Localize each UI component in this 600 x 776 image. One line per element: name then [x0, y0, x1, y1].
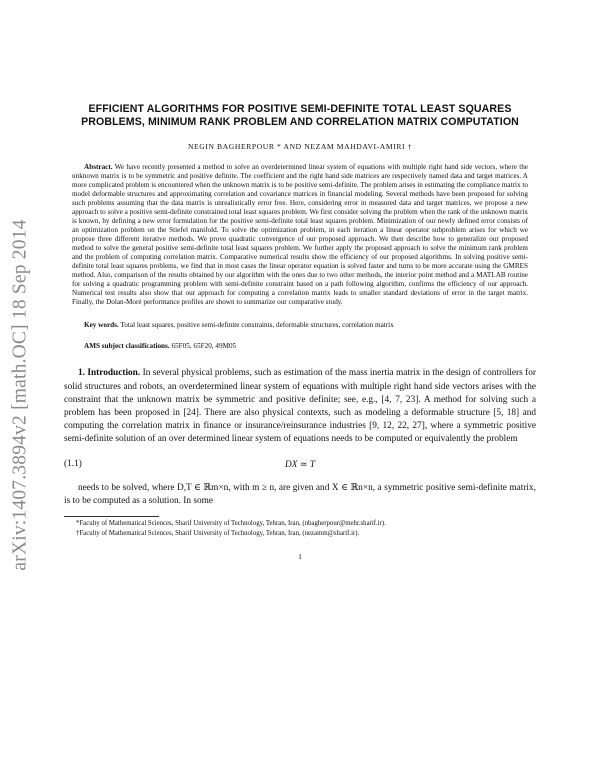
footnote-1: *Faculty of Mathematical Sciences, Sharif University of Technology, Tehran, Iran, (nbagherpour@mehr.sharif.ir).: [76, 519, 386, 527]
abstract-label: Abstract.: [84, 162, 113, 171]
paper-title: EFFICIENT ALGORITHMS FOR POSITIVE SEMI-DEFINITE TOTAL LEAST SQUARES PROBLEMS, MINIMUM RANK PROBLEM AND CORRELATION MATRIX COMPUTATION: [81, 103, 519, 129]
keywords-label: Key words.: [84, 321, 119, 330]
authors-line: NEGIN BAGHERPOUR * AND NEZAM MAHDAVI-AMIRI †: [187, 141, 413, 151]
arxiv-stamp: [6, 190, 36, 600]
post-equation-text: [64, 482, 536, 508]
abstract-text: We have recently presented a method to solve an overdetermined linear system of equations with multiple right hand side vectors, where the unknown matrix is to be symmetric and positive definite. The coefficient and the right hand side matrices are respectively named data and target matrices. A more complicated problem is encountered when the unknown matrix is to be positive semi-definite. The problem arises in estimating the compliance matrix to model deformable structures and approximating correlation and covariance matrices in financial modeling. Several methods have been proposed for solving such problems assuming that the data matrix is unrealistically error free. Here, considering error in measured data and target matrices, we propose a new approach to solve a positive semi-definite constrained total least squares problem. We first consider solving the problem when the rank of the unknown matrix is known, by defining a new error formulation for the positive semi-definite total least squares problem. Minimization of our newly defined error consists of an optimization problem on the Stiefel manifold. To solve the optimization problem, in each iteration a linear operator subproblem arises for which we propose three different iterative methods. We prove quadratic convergence of our proposed approach. We then describe how to generalize our proposed method to solve the general positive semi-definite total least squares problem. We further apply the proposed approach to solve the minimum rank problem and the problem of computing correlation matrix. Comparative numerical results show the efficiency of our proposed algorithms. In solving positive semi-definite total least squares problems, we find that in most cases the linear operator equation is solved faster and turns to be more accurate using the GMRES method. Also, comparison of the results obtained by our algorithm with the ones due to two other methods, the interior point method and a MATLAB routine for solving a quadratic programming problem with semi-definite constraint based on a path following algorithm, confirms the efficiency of our approach. Numerical test results also show that our approach for computing a correlation matrix leads to smaller standard deviations of error in the target matrix. Finally, the Dolan-Moré performance profiles are shown to summarize our comparative study.: [72, 162, 528, 307]
abstract: [72, 163, 528, 308]
keywords-text: Total least squares, positive semi-definite constraints, deformable structures, correlation matrix: [120, 321, 394, 330]
ams-label: AMS subject classifications.: [84, 342, 170, 351]
footnote-rule: [64, 516, 159, 517]
footnotes: [64, 520, 536, 538]
page-number: 1: [298, 552, 302, 562]
equation-1-1: [64, 459, 536, 473]
equation-body: DX ≃ T: [284, 459, 315, 470]
arxiv-stamp-text: arXiv:1407.3894v2 [math.OC] 18 Sep 2014: [10, 219, 31, 571]
ams-classifications: [72, 342, 528, 351]
paper-page: [64, 103, 536, 561]
introduction: [64, 367, 536, 446]
intro-text: In several physical problems, such as estimation of the mass inertia matrix in the design of controllers for solid structures and robots, an overdetermined linear system of equations with multiple right hand side vectors arises with the constraint that the unknown matrix be symmetric and positive definite; see, e.g., [4, 7, 23]. A method for solving such a problem has been proposed in [24]. There are also physical contexts, such as modeling a deformable structure [5, 18] and computing the correlation matrix in finance or insurance/reinsurance industries [9, 12, 22, 27], where a symmetric positive semi-definite solution of an over determined linear system of equations needs to be computed or equivalently the problem: [64, 368, 537, 445]
footnote-2: †Faculty of Mathematical Sciences, Sharif University of Technology, Tehran, Iran, (nezamm@sharif.ir).: [76, 529, 360, 537]
intro-heading: 1. Introduction.: [78, 368, 141, 379]
keywords: [72, 321, 528, 330]
ams-text: 65F05, 65F20, 49M05: [171, 342, 237, 351]
post-equation-paragraph: needs to be solved, where D,T ∈ ℝm×n, with m ≥ n, are given and X ∈ ℝn×n, a symmetric positive semi-definite matrix, is to be computed as a solution. In some: [64, 482, 536, 506]
equation-number: (1.1): [64, 458, 82, 469]
